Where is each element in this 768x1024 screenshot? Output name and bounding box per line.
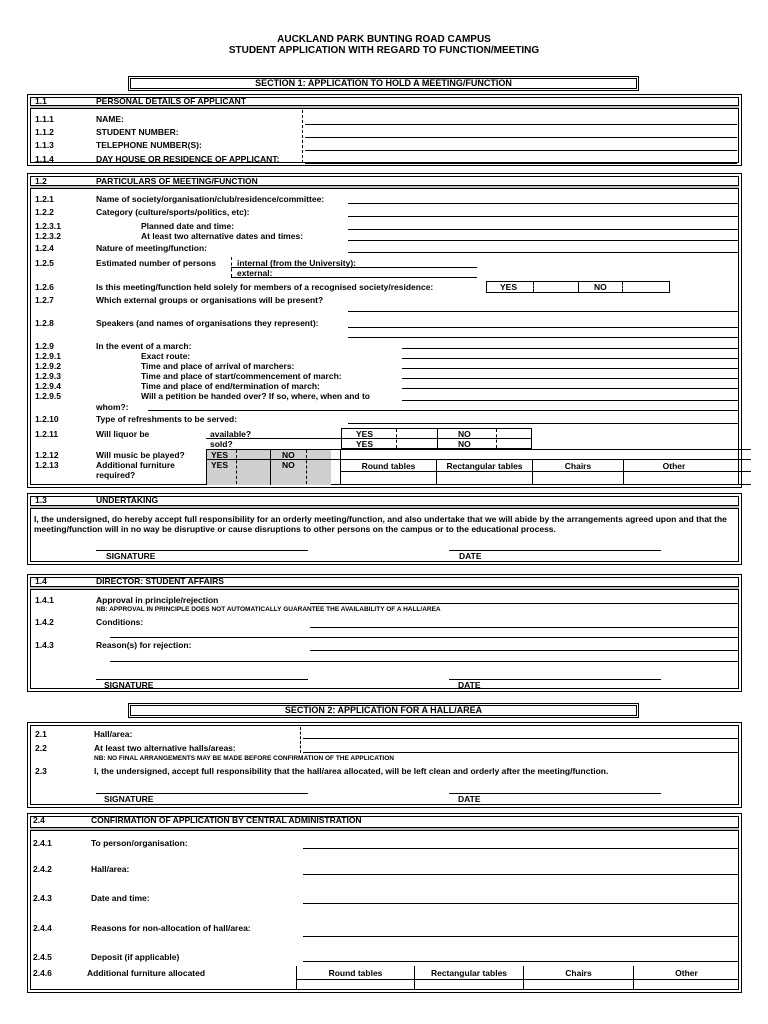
refreshments-field[interactable]: [348, 423, 738, 424]
external-groups-label: Which external groups or organisations will be present?: [96, 295, 324, 305]
speakers-label: Speakers (and names of organisations they represent):: [96, 318, 319, 328]
column-divider: [496, 429, 497, 448]
row-number: 1.2.8: [35, 318, 54, 328]
speakers-field-1[interactable]: [348, 327, 738, 328]
row-number: 1.2.9.5: [35, 391, 61, 401]
society-name-label: Name of society/organisation/club/residence/committee:: [96, 194, 325, 204]
march-field[interactable]: [402, 348, 738, 349]
row-number: 2.1: [35, 729, 47, 739]
date-label: DATE: [458, 680, 481, 690]
row-number: 1.2.6: [35, 282, 54, 292]
section1-title: SECTION 1: APPLICATION TO HOLD A MEETING/FUNCTION: [128, 76, 639, 91]
row-number: 1.2.11: [35, 429, 59, 439]
residence-field[interactable]: [305, 163, 737, 164]
hall-field[interactable]: [303, 738, 739, 739]
category-label: Category (culture/sports/politics, etc):: [96, 207, 250, 217]
date-time-field[interactable]: [303, 903, 739, 904]
header-band: [30, 505, 739, 509]
round-tables-header: Round tables: [361, 461, 416, 471]
other-header: Other: [675, 968, 698, 978]
liquor-sold-yes[interactable]: YES: [356, 439, 374, 449]
hall-undertaking-text: I, the undersigned, accept full responsibility that the hall/area allocated, will be left clean and orderly after the meeting/function.: [94, 766, 609, 776]
column-divider: [533, 282, 534, 292]
row-number: 2.4.3: [33, 893, 52, 903]
deposit-label: Deposit (if applicable): [91, 952, 180, 962]
route-label: Exact route:: [141, 351, 191, 361]
row-number: 1.1.3: [35, 140, 54, 150]
student-number-field[interactable]: [305, 137, 737, 138]
planned-date-field[interactable]: [348, 229, 738, 230]
row-number: 1.4.1: [35, 595, 54, 605]
conditions-field-1[interactable]: [310, 627, 738, 628]
liquor-available-no[interactable]: NO: [458, 429, 471, 439]
non-allocation-label: Reasons for non-allocation of hall/area:: [91, 923, 251, 933]
section-number: 1.1: [35, 96, 47, 106]
telephone-field[interactable]: [305, 150, 737, 151]
furniture-label: Additional furniture: [96, 460, 175, 470]
column-divider: [206, 449, 207, 485]
end-label: Time and place of end/termination of march:: [141, 381, 320, 391]
furniture-no[interactable]: NO: [282, 460, 295, 470]
row-number: 1.2.2: [35, 207, 54, 217]
row-number: 1.2.10: [35, 414, 59, 424]
petition-field-2[interactable]: [148, 410, 738, 411]
row-number: 1.1.2: [35, 127, 54, 137]
column-divider: [306, 450, 307, 484]
external-groups-field[interactable]: [348, 311, 738, 312]
external-field[interactable]: [231, 277, 477, 278]
name-field[interactable]: [305, 124, 737, 125]
director-box: [27, 574, 742, 692]
row-number: 1.2.9.2: [35, 361, 61, 371]
row-number: 1.2.7: [35, 295, 54, 305]
row-number: 1.2.12: [35, 450, 59, 460]
no-option[interactable]: NO: [594, 282, 607, 292]
persons-label: Estimated number of persons: [96, 258, 216, 268]
row-number: 1.2.9.4: [35, 381, 61, 391]
row-number: 2.2: [35, 743, 47, 753]
category-field[interactable]: [348, 216, 738, 217]
row-number: 1.2.13: [35, 460, 59, 470]
furniture-allocated-label: Additional furniture allocated: [87, 968, 206, 978]
approval-label: Approval in principle/rejection: [96, 595, 219, 605]
rectangular-tables-header: Rectangular tables: [446, 461, 523, 471]
chairs-header: Chairs: [565, 968, 592, 978]
director-heading: DIRECTOR: STUDENT AFFAIRS: [96, 576, 224, 586]
personal-details-heading: PERSONAL DETAILS OF APPLICANT: [96, 96, 247, 106]
row-number: 1.2.1: [35, 194, 54, 204]
rejection-label: Reason(s) for rejection:: [96, 640, 192, 650]
refreshments-label: Type of refreshments to be served:: [96, 414, 238, 424]
row-number: 1.2.5: [35, 258, 54, 268]
header-band: [30, 827, 739, 831]
hall-label: Hall/area:: [94, 729, 133, 739]
approval-note: NB: APPROVAL IN PRINCIPLE DOES NOT AUTOMATICALLY GUARANTEE THE AVAILABILITY OF A HALL/AREA: [96, 606, 441, 613]
conditions-field-2[interactable]: [110, 637, 738, 638]
approval-field[interactable]: [310, 603, 738, 604]
section-number: 1.2: [35, 176, 47, 186]
column-divider: [578, 282, 579, 292]
column-divider: [236, 450, 237, 484]
furniture-yes[interactable]: YES: [211, 460, 229, 470]
section2-title: SECTION 2: APPLICATION FOR A HALL/AREA: [128, 703, 639, 718]
liquor-sold-label: sold?: [210, 439, 233, 449]
nature-label: Nature of meeting/function:: [96, 243, 207, 253]
music-label: Will music be played?: [96, 450, 185, 460]
route-field[interactable]: [402, 358, 738, 359]
row-number: 1.4.3: [35, 640, 54, 650]
end-field[interactable]: [402, 388, 738, 389]
column-divider: [270, 449, 271, 485]
society-name-field[interactable]: [348, 203, 738, 204]
liquor-available-yes[interactable]: YES: [356, 429, 374, 439]
row-number: 1.2.3.1: [35, 221, 61, 231]
row-number: 1.4.2: [35, 617, 54, 627]
liquor-label: Will liquor be: [96, 429, 150, 439]
form-title: AUCKLAND PARK BUNTING ROAD CAMPUS: [277, 34, 491, 45]
march-label: In the event of a march:: [96, 341, 192, 351]
rectangular-tables-header: Rectangular tables: [430, 968, 508, 978]
hall-note: NB: NO FINAL ARRANGEMENTS MAY BE MADE BEFORE CONFIRMATION OF THE APPLICATION: [94, 755, 394, 762]
divider: [340, 471, 751, 472]
alternative-dates-field[interactable]: [348, 240, 738, 241]
hall-allocated-field[interactable]: [303, 874, 739, 875]
row-number: 2.4.2: [33, 864, 52, 874]
signature-label: SIGNATURE: [104, 794, 154, 804]
signature-label: SIGNATURE: [104, 680, 154, 690]
arrival-field[interactable]: [402, 368, 738, 369]
column-divider: [300, 727, 301, 753]
section-number: 1.4: [35, 576, 47, 586]
signature-label: SIGNATURE: [106, 551, 156, 561]
rejection-field-1[interactable]: [310, 650, 738, 651]
meeting-particulars-heading: PARTICULARS OF MEETING/FUNCTION: [96, 176, 258, 186]
divider: [340, 484, 751, 485]
confirmation-heading: CONFIRMATION OF APPLICATION BY CENTRAL ADMINISTRATION: [91, 815, 362, 825]
rejection-field-2[interactable]: [110, 661, 738, 662]
date-time-label: Date and time:: [91, 893, 150, 903]
external-label: external:: [237, 268, 273, 278]
name-label: NAME:: [96, 114, 124, 124]
row-number: 1.2.3.2: [35, 231, 61, 241]
section-number: 2.4: [33, 815, 45, 825]
form-subtitle: STUDENT APPLICATION WITH REGARD TO FUNCTION/MEETING: [228, 45, 540, 56]
internal-label: internal (from the University):: [237, 258, 357, 268]
row-number: 2.3: [35, 766, 47, 776]
petition-label: Will a petition be handed over? If so, where, when and to: [141, 391, 370, 401]
date-label: DATE: [459, 551, 482, 561]
other-header: Other: [662, 461, 686, 471]
row-number: 1.1.4: [35, 154, 54, 164]
row-number: 2.4.5: [33, 952, 52, 962]
undertaking-text: I, the undersigned, do hereby accept full responsibility for an orderly meeting/function, and also undertake that we will abide by the arrangements agreed upon and that the meeting/function will in no way be disruptive or cause disruptions to other persons on the campus or to the educational process.: [34, 514, 727, 534]
furniture-label-cont: required?: [96, 470, 136, 480]
column-divider: [396, 429, 397, 448]
petition-field[interactable]: [402, 400, 738, 401]
to-person-field[interactable]: [303, 848, 739, 849]
liquor-available-label: available?: [210, 429, 252, 439]
column-divider: [622, 282, 623, 292]
residence-label: DAY HOUSE OR RESIDENCE OF APPLICANT:: [96, 154, 280, 164]
date-label: DATE: [458, 794, 481, 804]
to-person-label: To person/organisation:: [91, 838, 188, 848]
music-yes[interactable]: YES: [211, 450, 229, 460]
alternative-dates-label: At least two alternative dates and times:: [141, 231, 304, 241]
yes-option[interactable]: YES: [500, 282, 518, 292]
conditions-label: Conditions:: [96, 617, 144, 627]
chairs-header: Chairs: [564, 461, 592, 471]
row-number: 1.2.9.3: [35, 371, 61, 381]
music-no[interactable]: NO: [282, 450, 295, 460]
header-band: [30, 586, 739, 590]
non-allocation-field[interactable]: [303, 936, 739, 937]
row-number: 2.4.6: [33, 968, 52, 978]
deposit-field[interactable]: [303, 961, 739, 962]
start-label: Time and place of start/commencement of march:: [141, 371, 342, 381]
recognised-society-label: Is this meeting/function held solely for members of a recognised society/residence:: [96, 282, 434, 292]
internal-field[interactable]: [231, 267, 477, 268]
column-divider: [302, 110, 303, 163]
hall-allocated-label: Hall/area:: [91, 864, 130, 874]
petition-label-cont: whom?:: [96, 402, 129, 412]
undertaking-heading: UNDERTAKING: [96, 495, 159, 505]
student-number-label: STUDENT NUMBER:: [96, 127, 179, 137]
row-number: 2.4.1: [33, 838, 52, 848]
round-tables-header: Round tables: [328, 968, 383, 978]
divider: [296, 979, 739, 980]
row-number: 1.1.1: [35, 114, 54, 124]
arrival-label: Time and place of arrival of marchers:: [141, 361, 295, 371]
liquor-sold-no[interactable]: NO: [458, 439, 471, 449]
planned-date-label: Planned date and time:: [141, 221, 235, 231]
section-number: 1.3: [35, 495, 47, 505]
row-number: 1.2.4: [35, 243, 54, 253]
speakers-field-2[interactable]: [348, 337, 738, 338]
row-number: 2.4.4: [33, 923, 52, 933]
row-number: 1.2.9: [35, 341, 54, 351]
start-field[interactable]: [402, 378, 738, 379]
nature-field[interactable]: [348, 252, 738, 253]
alternative-halls-field[interactable]: [303, 752, 739, 753]
telephone-label: TELEPHONE NUMBER(S):: [96, 140, 202, 150]
alternative-halls-label: At least two alternative halls/areas:: [94, 743, 236, 753]
row-number: 1.2.9.1: [35, 351, 61, 361]
column-divider: [437, 428, 438, 449]
